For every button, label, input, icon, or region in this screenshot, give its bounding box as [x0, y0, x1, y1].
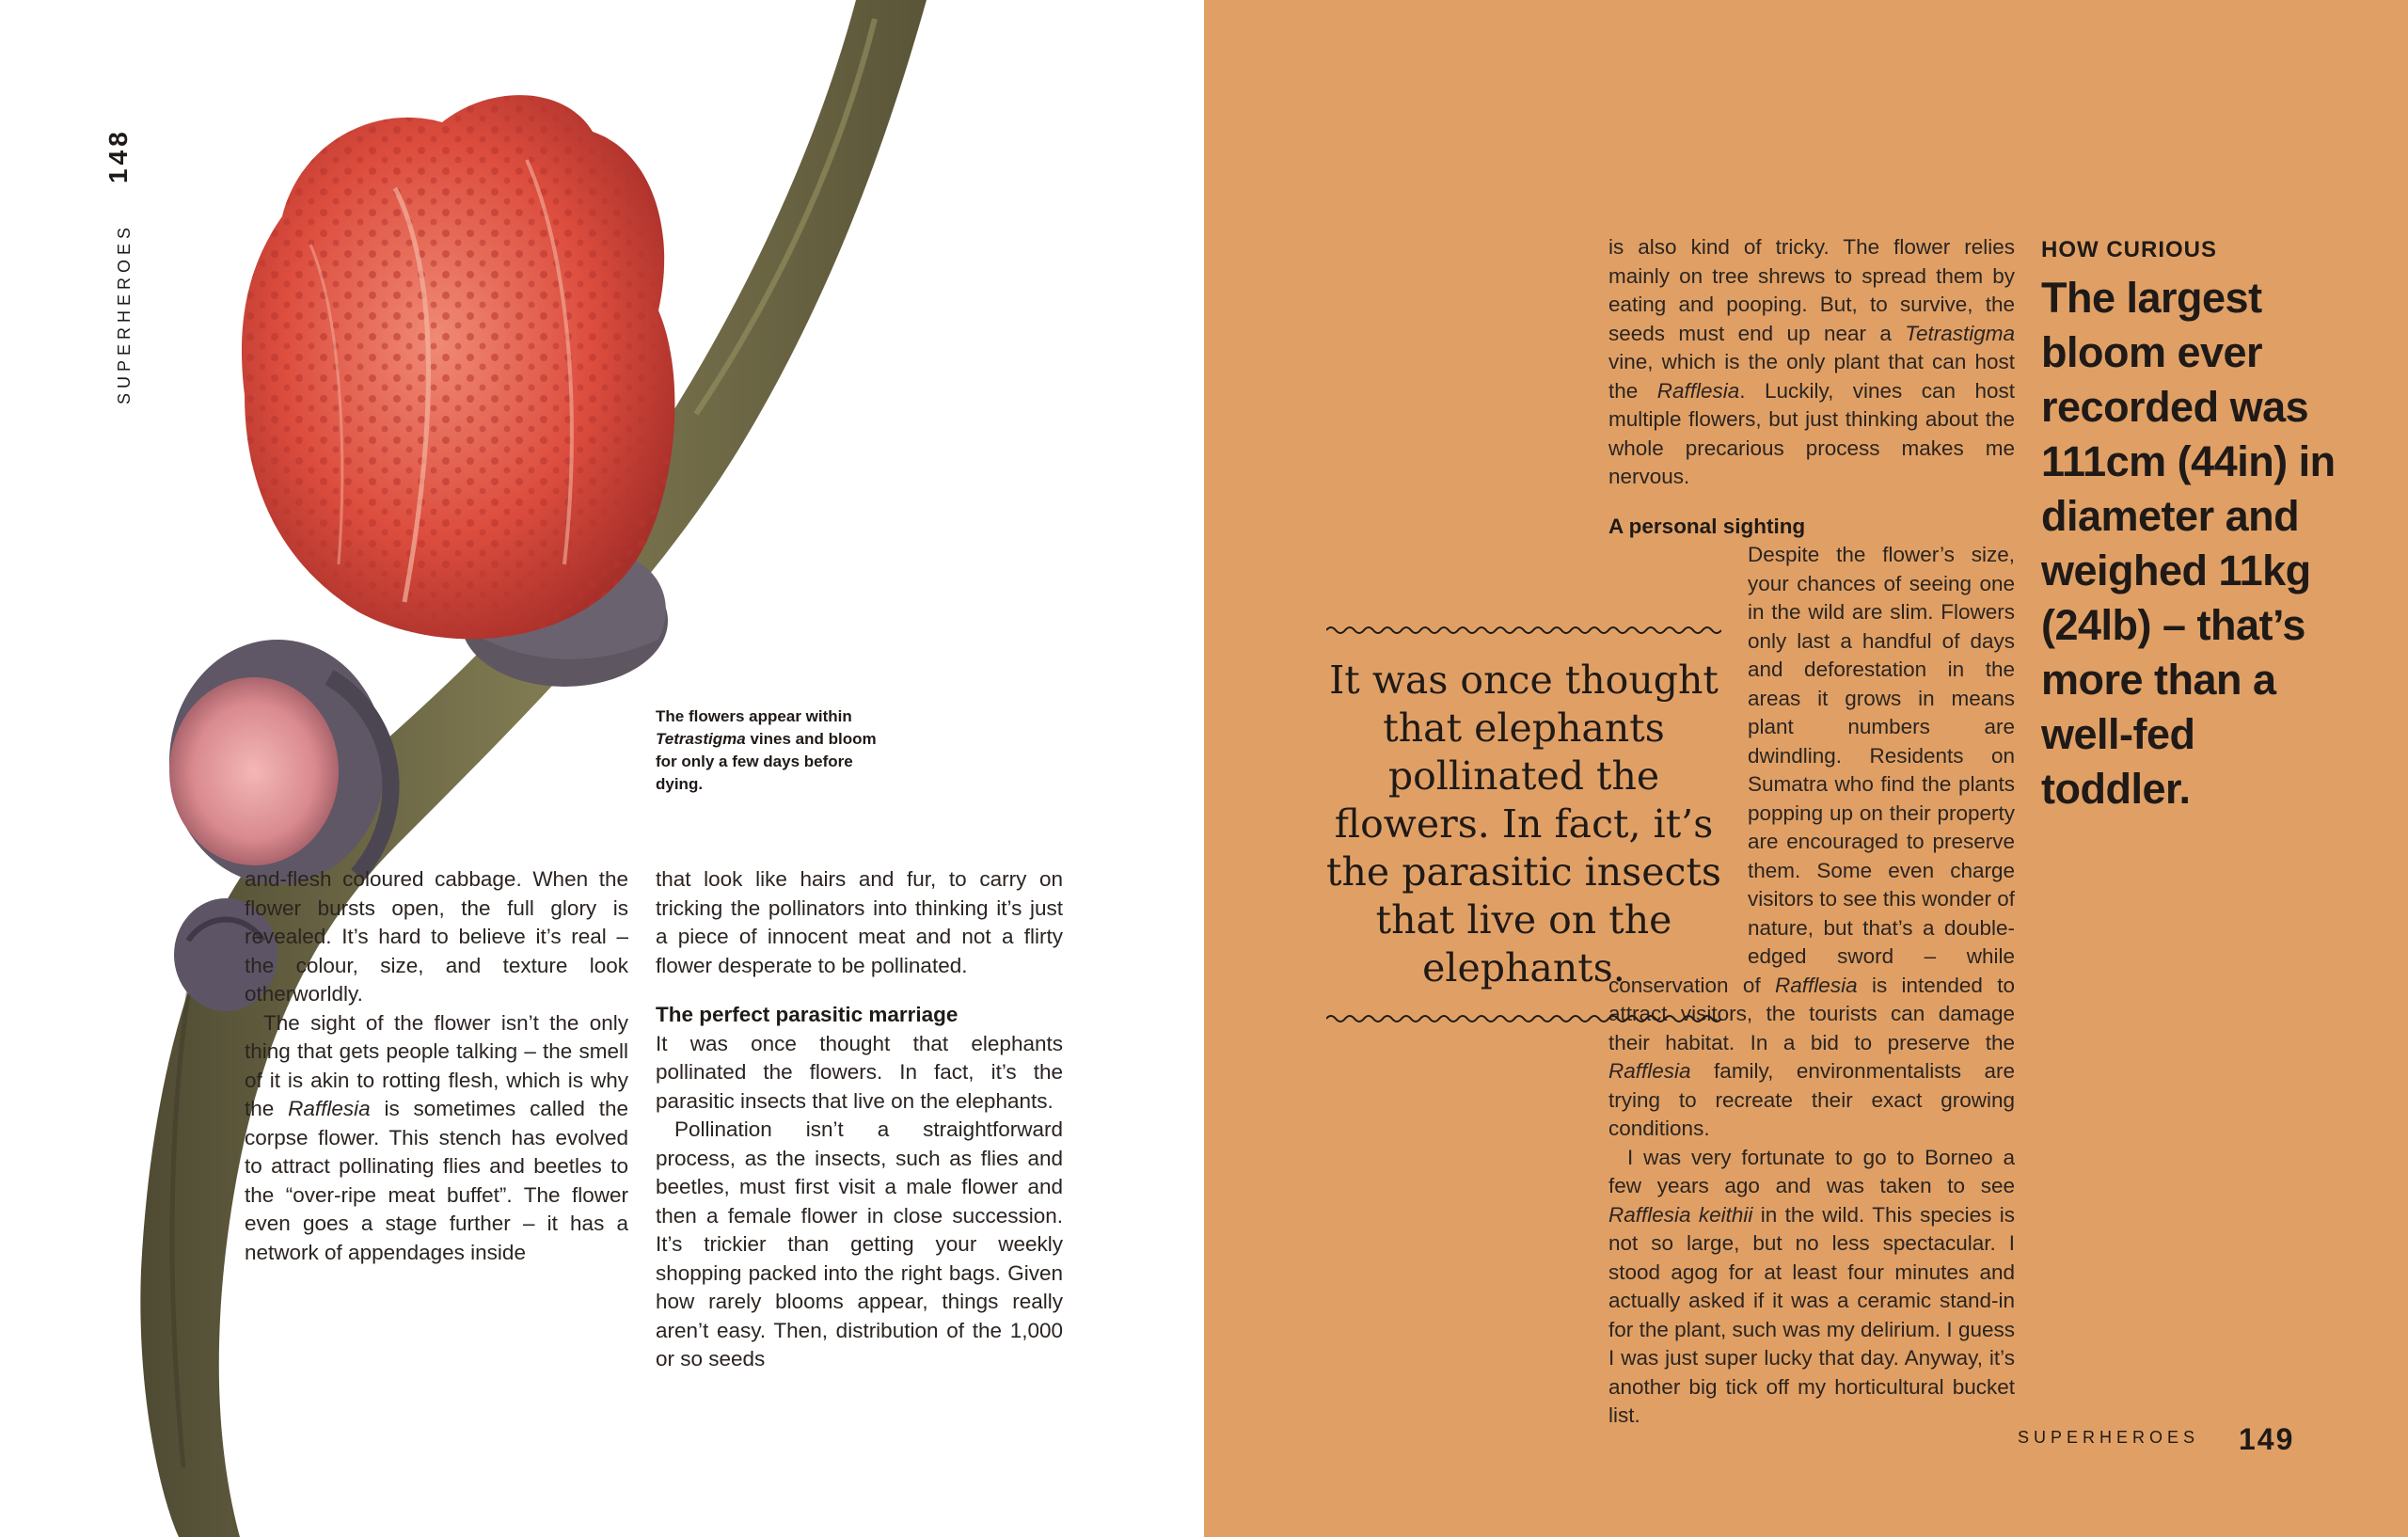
- paragraph: is also kind of tricky. The flower relies mainly on tree shrews to spread them by eating and pooping. But, to survive, the seeds must end up near a Tetrastigma vine, which is the only plant that can host the Rafflesia. Luckily, vines can host multiple flowers, but just thinking about the whole precarious process makes me nervous.: [1608, 235, 2015, 488]
- paragraph: It was once thought that elephants pollinated the flowers. In fact, it’s the parasitic insects that live on the elephants.: [656, 1031, 1063, 1113]
- vertical-page-number: 148: [103, 128, 133, 183]
- paragraph: The sight of the flower isn’t the only thing that gets people talking – the smell of it is akin to rotting flesh, which is why the Rafflesia is sometimes called the corpse flower. This stench has evolved to attract pollinating flies and beetles to the “over-ripe meat buffet”. The flower even goes a stage further – it has a network of appendages inside: [245, 1010, 628, 1264]
- how-curious-sidebar: [2041, 237, 2352, 816]
- vertical-section-label: SUPERHEROES: [115, 222, 134, 404]
- pull-quote-text: It was once thought that elephants pollinated the flowers. In fact, it’s the parasitic insects that live on the elephants.: [1326, 658, 1721, 990]
- paragraph: Despite the flower’s size, your chances of seeing one in the wild are slim. Flowers only last a handful of days and deforestation in the areas it grows in means plant numbers are dwindling. Residents on Sumatra who find the plants popping up on their property are encouraged to preserve them. Some even charge visitors to see this wonder of nature, but that’s a double-edged sword – while conservation of Rafflesia is intended to attract visitors, the tourists can damage their habitat. In a bid to preserve the Rafflesia family, environmentalists are trying to recreate their exact growing conditions.: [1608, 543, 2015, 1140]
- pull-quote: [1326, 623, 1721, 1026]
- sidebar-kicker: HOW CURIOUS: [2041, 237, 2217, 262]
- paragraph: Pollination isn’t a straightforward process, as the insects, such as flies and beetles, must first visit a male flower and then a female flower in close succession. It’s trickier than getting your weekly shopping packed into the right bags. Given how rarely blooms appear, things really aren’t easy. Then, distribution of the 1,000 or so seeds: [656, 1117, 1063, 1371]
- illustration-caption: The flowers appear within Tetrastigma vines and bloom for only a few days before dying.: [656, 707, 877, 793]
- paragraph: that look like hairs and fur, to carry on tricking the pollinators into thinking it’s just a piece of innocent meat and not a flirty flower desperate to be pollinated.: [656, 867, 1063, 977]
- footer-section-label: SUPERHEROES: [2018, 1428, 2200, 1447]
- footer-page-number: 149: [2239, 1422, 2295, 1456]
- paragraph: and-flesh coloured cabbage. When the flower bursts open, the full glory is revealed. It’s hard to believe it’s real – the colour, size, and texture look otherworldly.: [245, 867, 628, 1006]
- wavy-rule-top: [1326, 623, 1721, 638]
- paragraph: I was very fortunate to go to Borneo a few years ago and was taken to see Rafflesia keithii in the wild. This species is not so large, but no less spectacular. I stood agog for at least four minutes and actually asked if it was a ceramic stand-in for the plant, such was my delirium. I guess I was just super lucky that day. Anyway, it’s another big tick off my horticultural bucket list.: [1608, 1145, 2015, 1427]
- subheading: The perfect parasitic marriage: [656, 1003, 958, 1026]
- wavy-rule-bottom: [1326, 1011, 1721, 1026]
- sidebar-fact: The largest bloom ever recorded was 111cm (44in) in diameter and weighed 11kg (24lb) – that’s more than a well-fed toddler.: [2041, 274, 2336, 813]
- subheading: A personal sighting: [1608, 514, 1806, 538]
- body-column-b: [656, 865, 1063, 1374]
- body-column-a: [245, 865, 628, 1267]
